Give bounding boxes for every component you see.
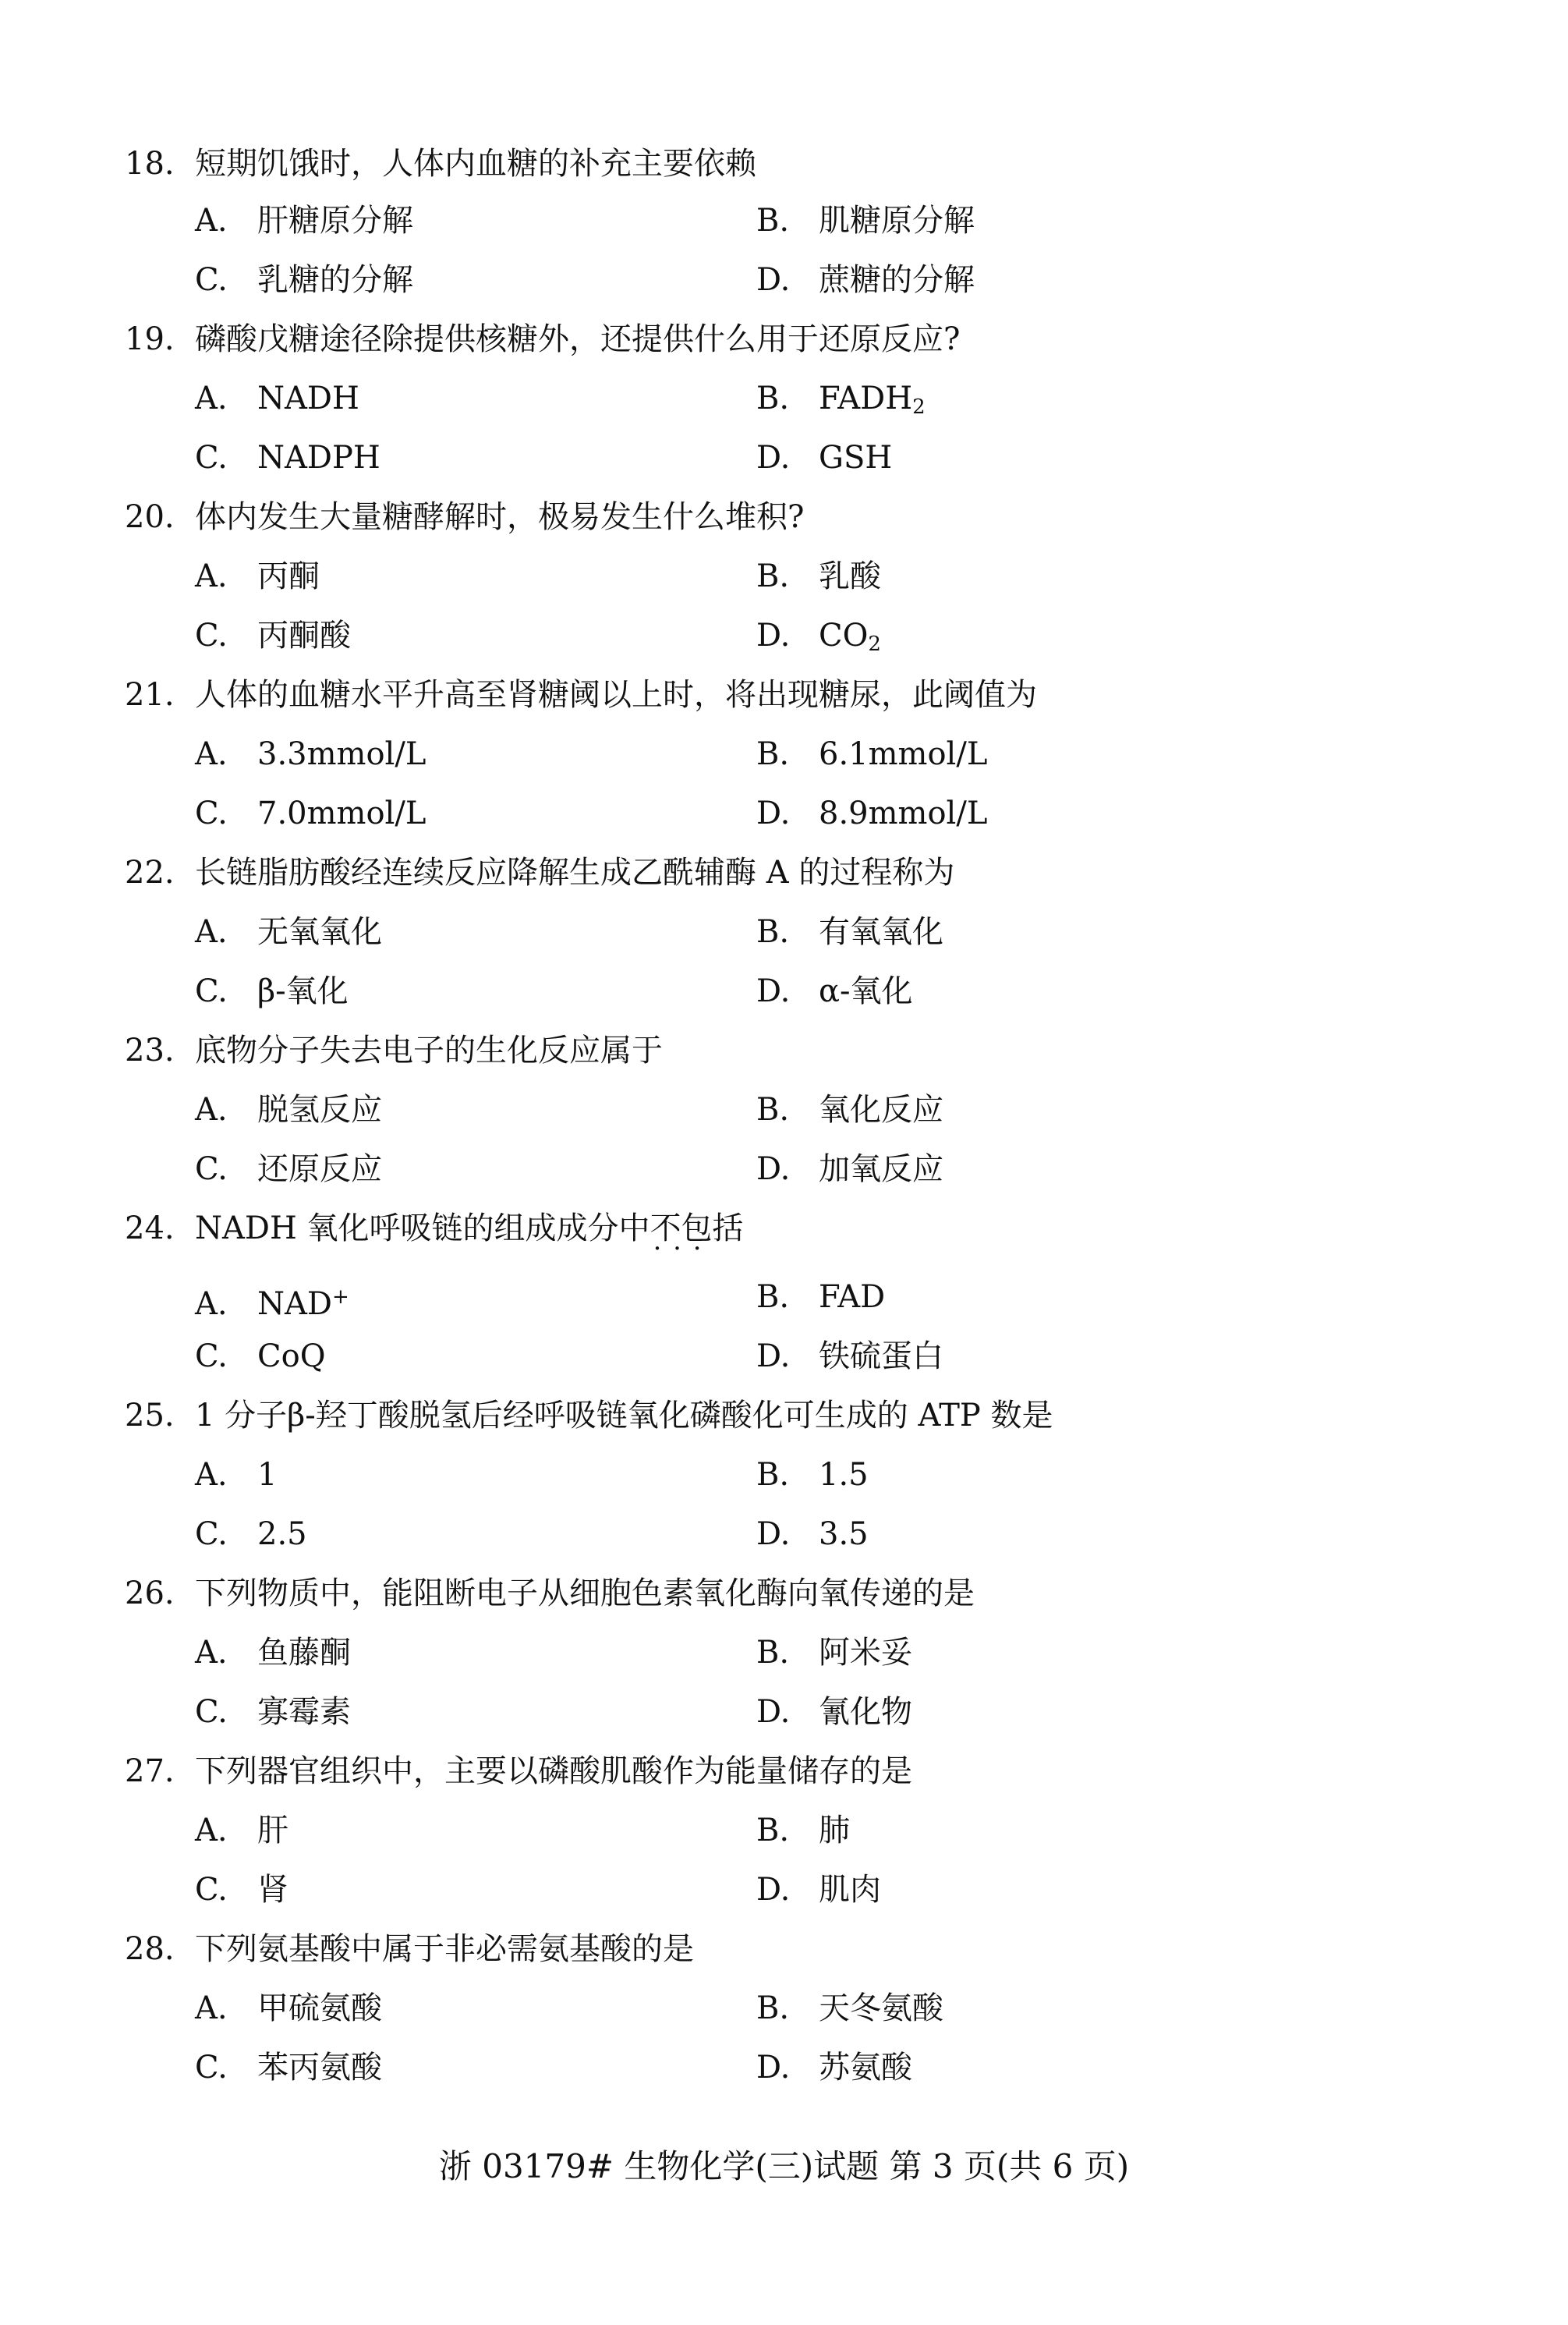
option-letter: C. bbox=[195, 1872, 228, 1908]
question-19-option-b bbox=[756, 375, 926, 431]
option-text: 脱氢反应 bbox=[257, 1092, 382, 1128]
question-text: 底物分子失去电子的生化反应属于 bbox=[195, 1033, 663, 1069]
question-28-stem bbox=[125, 1926, 694, 1972]
option-text: 铁硫蛋白 bbox=[819, 1338, 943, 1374]
question-21-stem bbox=[125, 672, 1037, 718]
question-number: 22. bbox=[125, 855, 175, 891]
option-text: 6.1mmol/L bbox=[819, 736, 988, 772]
option-text: 氧化反应 bbox=[819, 1092, 943, 1128]
option-text: α-氧化 bbox=[819, 973, 913, 1009]
question-number: 27. bbox=[125, 1753, 175, 1789]
option-text: GSH bbox=[819, 440, 893, 476]
page-footer: 浙 03179# 生物化学(三)试题 第 3 页(共 6 页) bbox=[438, 2147, 1130, 2185]
option-letter: A. bbox=[195, 1092, 228, 1128]
question-26-option-b bbox=[756, 1629, 912, 1676]
option-letter: D. bbox=[756, 1338, 791, 1374]
question-text: 下列氨基酸中属于非必需氨基酸的是 bbox=[195, 1931, 694, 1967]
option-letter: B. bbox=[756, 914, 790, 950]
option-letter: D. bbox=[756, 796, 791, 831]
option-letter: D. bbox=[756, 973, 791, 1009]
question-22-option-b bbox=[756, 909, 943, 955]
question-24-option-b bbox=[756, 1274, 885, 1320]
question-19-stem bbox=[125, 316, 960, 363]
question-21-option-d bbox=[756, 790, 987, 837]
option-text: 乳酸 bbox=[819, 558, 881, 594]
option-letter: B. bbox=[756, 1813, 790, 1848]
question-18-option-b bbox=[756, 197, 975, 244]
option-letter: D. bbox=[756, 1694, 791, 1730]
option-letter: C. bbox=[195, 262, 228, 298]
question-28-option-c bbox=[195, 2044, 382, 2091]
question-number: 23. bbox=[125, 1033, 175, 1069]
question-number: 28. bbox=[125, 1931, 175, 1967]
question-text: 磷酸戊糖途径除提供核糖外，还提供什么用于还原反应? bbox=[195, 321, 961, 357]
question-22-stem bbox=[125, 849, 954, 896]
option-letter: B. bbox=[756, 1990, 790, 2026]
question-19-option-d bbox=[756, 434, 892, 481]
option-text: 丙酮 bbox=[257, 558, 320, 594]
question-25-option-b bbox=[756, 1451, 869, 1498]
question-text: NADH 氧化呼吸链的组成成分中 bbox=[195, 1210, 650, 1246]
question-23-stem bbox=[125, 1027, 663, 1074]
question-23-option-a bbox=[195, 1086, 382, 1133]
question-text: 人体的血糖水平升高至肾糖阈以上时，将出现糖尿，此阈值为 bbox=[195, 677, 1037, 713]
option-letter: A. bbox=[195, 1813, 228, 1848]
subscript: 2 bbox=[912, 395, 926, 419]
option-text: 丙酮酸 bbox=[257, 618, 351, 654]
question-21-option-c bbox=[195, 790, 426, 837]
question-20-option-c bbox=[195, 612, 351, 659]
option-text: NAD bbox=[257, 1286, 332, 1322]
question-22-option-a bbox=[195, 909, 382, 955]
option-letter: D. bbox=[756, 2050, 791, 2086]
question-18-option-d bbox=[756, 257, 975, 303]
option-text: 无氧氧化 bbox=[257, 914, 382, 950]
question-20-option-d bbox=[756, 612, 881, 668]
question-27-option-d bbox=[756, 1866, 881, 1913]
option-letter: D. bbox=[756, 1151, 791, 1187]
question-text: 下列物质中，能阻断电子从细胞色素氧化酶向氧传递的是 bbox=[195, 1575, 975, 1611]
option-letter: C. bbox=[195, 1694, 228, 1730]
question-20-option-b bbox=[756, 553, 881, 600]
question-number: 26. bbox=[125, 1575, 175, 1611]
option-letter: C. bbox=[195, 440, 228, 476]
option-letter: A. bbox=[195, 914, 228, 950]
option-letter: B. bbox=[756, 381, 790, 416]
option-letter: B. bbox=[756, 1635, 790, 1671]
option-letter: A. bbox=[195, 558, 228, 594]
question-19-option-a bbox=[195, 375, 359, 422]
option-text: 苏氨酸 bbox=[819, 2050, 912, 2086]
option-text: 1.5 bbox=[819, 1457, 869, 1493]
question-number: 20. bbox=[125, 499, 175, 535]
option-letter: A. bbox=[195, 736, 228, 772]
question-24-option-a bbox=[195, 1274, 349, 1327]
question-21-option-a bbox=[195, 731, 426, 778]
question-text: 短期饥饿时，人体内血糖的补充主要依赖 bbox=[195, 146, 756, 182]
option-text: 8.9mmol/L bbox=[819, 796, 988, 831]
option-text: 乳糖的分解 bbox=[257, 262, 413, 298]
option-text: 苯丙氨酸 bbox=[257, 2050, 382, 2086]
option-letter: C. bbox=[195, 1151, 228, 1187]
option-letter: A. bbox=[195, 1286, 228, 1322]
option-letter: D. bbox=[756, 262, 791, 298]
option-text: 3.3mmol/L bbox=[257, 736, 427, 772]
option-letter: D. bbox=[756, 618, 791, 654]
question-27-option-b bbox=[756, 1807, 850, 1854]
option-letter: B. bbox=[756, 736, 790, 772]
option-letter: A. bbox=[195, 1457, 228, 1493]
question-number: 21. bbox=[125, 677, 175, 713]
question-27-stem bbox=[125, 1748, 912, 1795]
question-26-option-c bbox=[195, 1689, 351, 1735]
question-28-option-a bbox=[195, 1985, 382, 2032]
option-text: β-氧化 bbox=[257, 973, 349, 1009]
option-letter: C. bbox=[195, 618, 228, 654]
option-text: FAD bbox=[819, 1279, 886, 1315]
option-text: 天冬氨酸 bbox=[819, 1990, 943, 2026]
question-text: 体内发生大量糖酵解时，极易发生什么堆积? bbox=[195, 499, 805, 535]
option-letter: C. bbox=[195, 1338, 228, 1374]
question-20-stem bbox=[125, 494, 804, 540]
question-24-option-d bbox=[756, 1333, 943, 1380]
option-text: 蔗糖的分解 bbox=[819, 262, 975, 298]
question-text: 下列器官组织中，主要以磷酸肌酸作为能量储存的是 bbox=[195, 1753, 912, 1789]
emphasized-text: 不包括 · · · bbox=[650, 1205, 744, 1252]
question-25-option-a bbox=[195, 1451, 277, 1498]
question-26-stem bbox=[125, 1570, 975, 1617]
question-25-option-d bbox=[756, 1511, 869, 1558]
option-letter: C. bbox=[195, 1516, 228, 1552]
question-24-option-c bbox=[195, 1333, 325, 1380]
question-25-stem bbox=[125, 1392, 1053, 1439]
question-28-option-d bbox=[756, 2044, 912, 2091]
option-letter: D. bbox=[756, 1516, 791, 1552]
question-24-stem bbox=[125, 1205, 744, 1252]
question-number: 19. bbox=[125, 321, 175, 357]
option-text: 鱼藤酮 bbox=[257, 1635, 351, 1671]
option-letter: A. bbox=[195, 1990, 228, 2026]
option-text: 甲硫氨酸 bbox=[257, 1990, 382, 2026]
question-text: 长链脂肪酸经连续反应降解生成乙酰辅酶 A 的过程称为 bbox=[195, 855, 955, 891]
question-23-option-b bbox=[756, 1086, 943, 1133]
option-letter: A. bbox=[195, 203, 228, 239]
option-text: CO bbox=[819, 618, 869, 654]
question-18-stem bbox=[125, 140, 756, 187]
option-text: 氰化物 bbox=[819, 1694, 912, 1730]
option-letter: C. bbox=[195, 2050, 228, 2086]
option-letter: A. bbox=[195, 381, 228, 416]
option-text: 肾 bbox=[257, 1872, 288, 1908]
question-text: 1 分子β-羟丁酸脱氢后经呼吸链氧化磷酸化可生成的 ATP 数是 bbox=[195, 1398, 1053, 1434]
question-26-option-a bbox=[195, 1629, 351, 1676]
question-18-option-a bbox=[195, 197, 413, 244]
question-22-option-d bbox=[756, 968, 913, 1015]
question-number: 24. bbox=[125, 1210, 175, 1246]
option-text: 2.5 bbox=[257, 1516, 307, 1552]
question-28-option-b bbox=[756, 1985, 943, 2032]
question-18-option-c bbox=[195, 257, 413, 303]
option-text: 肺 bbox=[819, 1813, 850, 1848]
option-text: 3.5 bbox=[819, 1516, 869, 1552]
option-text: 还原反应 bbox=[257, 1151, 382, 1187]
option-text: NADH bbox=[257, 381, 359, 416]
question-21-option-b bbox=[756, 731, 987, 778]
option-letter: C. bbox=[195, 796, 228, 831]
question-23-option-c bbox=[195, 1146, 382, 1193]
question-26-option-d bbox=[756, 1689, 912, 1735]
option-text: CoQ bbox=[257, 1338, 326, 1374]
option-text: NADPH bbox=[257, 440, 380, 476]
option-text: 肝 bbox=[257, 1813, 288, 1848]
superscript: + bbox=[331, 1285, 349, 1309]
question-25-option-c bbox=[195, 1511, 307, 1558]
option-letter: B. bbox=[756, 203, 790, 239]
subscript: 2 bbox=[868, 633, 881, 656]
question-27-option-a bbox=[195, 1807, 288, 1854]
question-20-option-a bbox=[195, 553, 320, 600]
option-letter: B. bbox=[756, 1092, 790, 1128]
question-19-option-c bbox=[195, 434, 380, 481]
option-text: 7.0mmol/L bbox=[257, 796, 427, 831]
question-22-option-c bbox=[195, 968, 349, 1015]
option-letter: D. bbox=[756, 1872, 791, 1908]
option-text: 1 bbox=[257, 1457, 278, 1493]
option-text: 寡霉素 bbox=[257, 1694, 351, 1730]
question-23-option-d bbox=[756, 1146, 943, 1193]
option-text: 肌糖原分解 bbox=[819, 203, 975, 239]
option-text: 有氧氧化 bbox=[819, 914, 943, 950]
question-number: 25. bbox=[125, 1398, 175, 1434]
option-letter: D. bbox=[756, 440, 791, 476]
option-letter: B. bbox=[756, 1279, 790, 1315]
question-27-option-c bbox=[195, 1866, 288, 1913]
option-text: 肌肉 bbox=[819, 1872, 881, 1908]
option-letter: B. bbox=[756, 558, 790, 594]
option-text: FADH bbox=[819, 381, 913, 416]
option-text: 加氧反应 bbox=[819, 1151, 943, 1187]
option-letter: C. bbox=[195, 973, 228, 1009]
option-text: 阿米妥 bbox=[819, 1635, 912, 1671]
question-number: 18. bbox=[125, 146, 175, 182]
option-text: 肝糖原分解 bbox=[257, 203, 413, 239]
option-letter: A. bbox=[195, 1635, 228, 1671]
option-letter: B. bbox=[756, 1457, 790, 1493]
